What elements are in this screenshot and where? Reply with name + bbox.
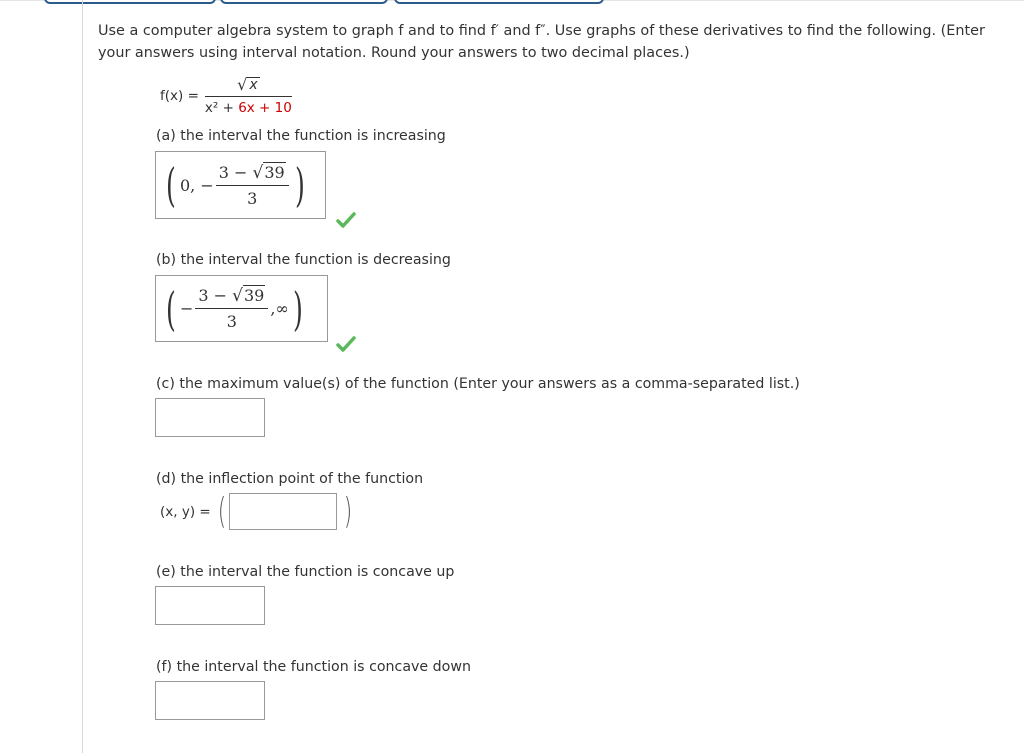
denominator-red-term: 6x + 10: [238, 99, 292, 116]
question-instructions: Use a computer algebra system to graph f and to find f′ and f″. Use graphs of these derivatives to find the following. (Enter your answers using interval notation. Round your answers to two decimal places.): [98, 23, 985, 61]
function-fraction: [204, 74, 292, 116]
part-c-input[interactable]: [155, 398, 265, 437]
part-b-answer-box[interactable]: ( − 3 − √39 3 ,∞ ): [155, 275, 328, 342]
part-b-fraction: 3 − √39 3: [195, 286, 268, 331]
part-b-label: (b) the interval the function is decreasing: [156, 252, 451, 268]
part-c-label: (c) the maximum value(s) of the function (Enter your answers as a comma-separated list.): [156, 376, 800, 392]
part-a-lead: 0, −: [179, 175, 214, 195]
function-denominator: x² + 6x + 10: [204, 99, 292, 116]
part-d-xy-row: (x, y) = ( ): [160, 490, 352, 532]
numerator-radicand: x: [249, 76, 258, 93]
part-a-check-icon: [336, 210, 356, 230]
left-margin-rule: [82, 0, 83, 753]
part-d-input[interactable]: [229, 493, 337, 530]
function-numerator: √ x: [237, 74, 258, 94]
function-lhs: f(x) =: [160, 88, 199, 104]
part-f-input[interactable]: [155, 681, 265, 720]
part-a-answer-box[interactable]: ( 0, − 3 − √39 3 ): [155, 151, 326, 219]
part-e-input[interactable]: [155, 586, 265, 625]
function-definition: [160, 72, 292, 120]
part-a-label: (a) the interval the function is increasing: [156, 128, 446, 144]
toolbar-button-2[interactable]: [220, 0, 388, 4]
part-d-xy-label: (x, y) =: [160, 503, 211, 520]
toolbar-button-1[interactable]: [44, 0, 216, 4]
part-e-label: (e) the interval the function is concave up: [156, 564, 455, 580]
part-a-fraction: 3 − √39 3: [216, 163, 289, 208]
part-b-tail: ,∞: [270, 299, 289, 318]
toolbar-button-3[interactable]: [394, 0, 604, 4]
question-content: [98, 20, 1008, 487]
part-d-label: (d) the inflection point of the function: [156, 471, 424, 487]
part-b-lead: −: [179, 299, 194, 318]
part-b-check-icon: [336, 334, 356, 354]
part-f-label: (f) the interval the function is concave down: [156, 659, 471, 675]
